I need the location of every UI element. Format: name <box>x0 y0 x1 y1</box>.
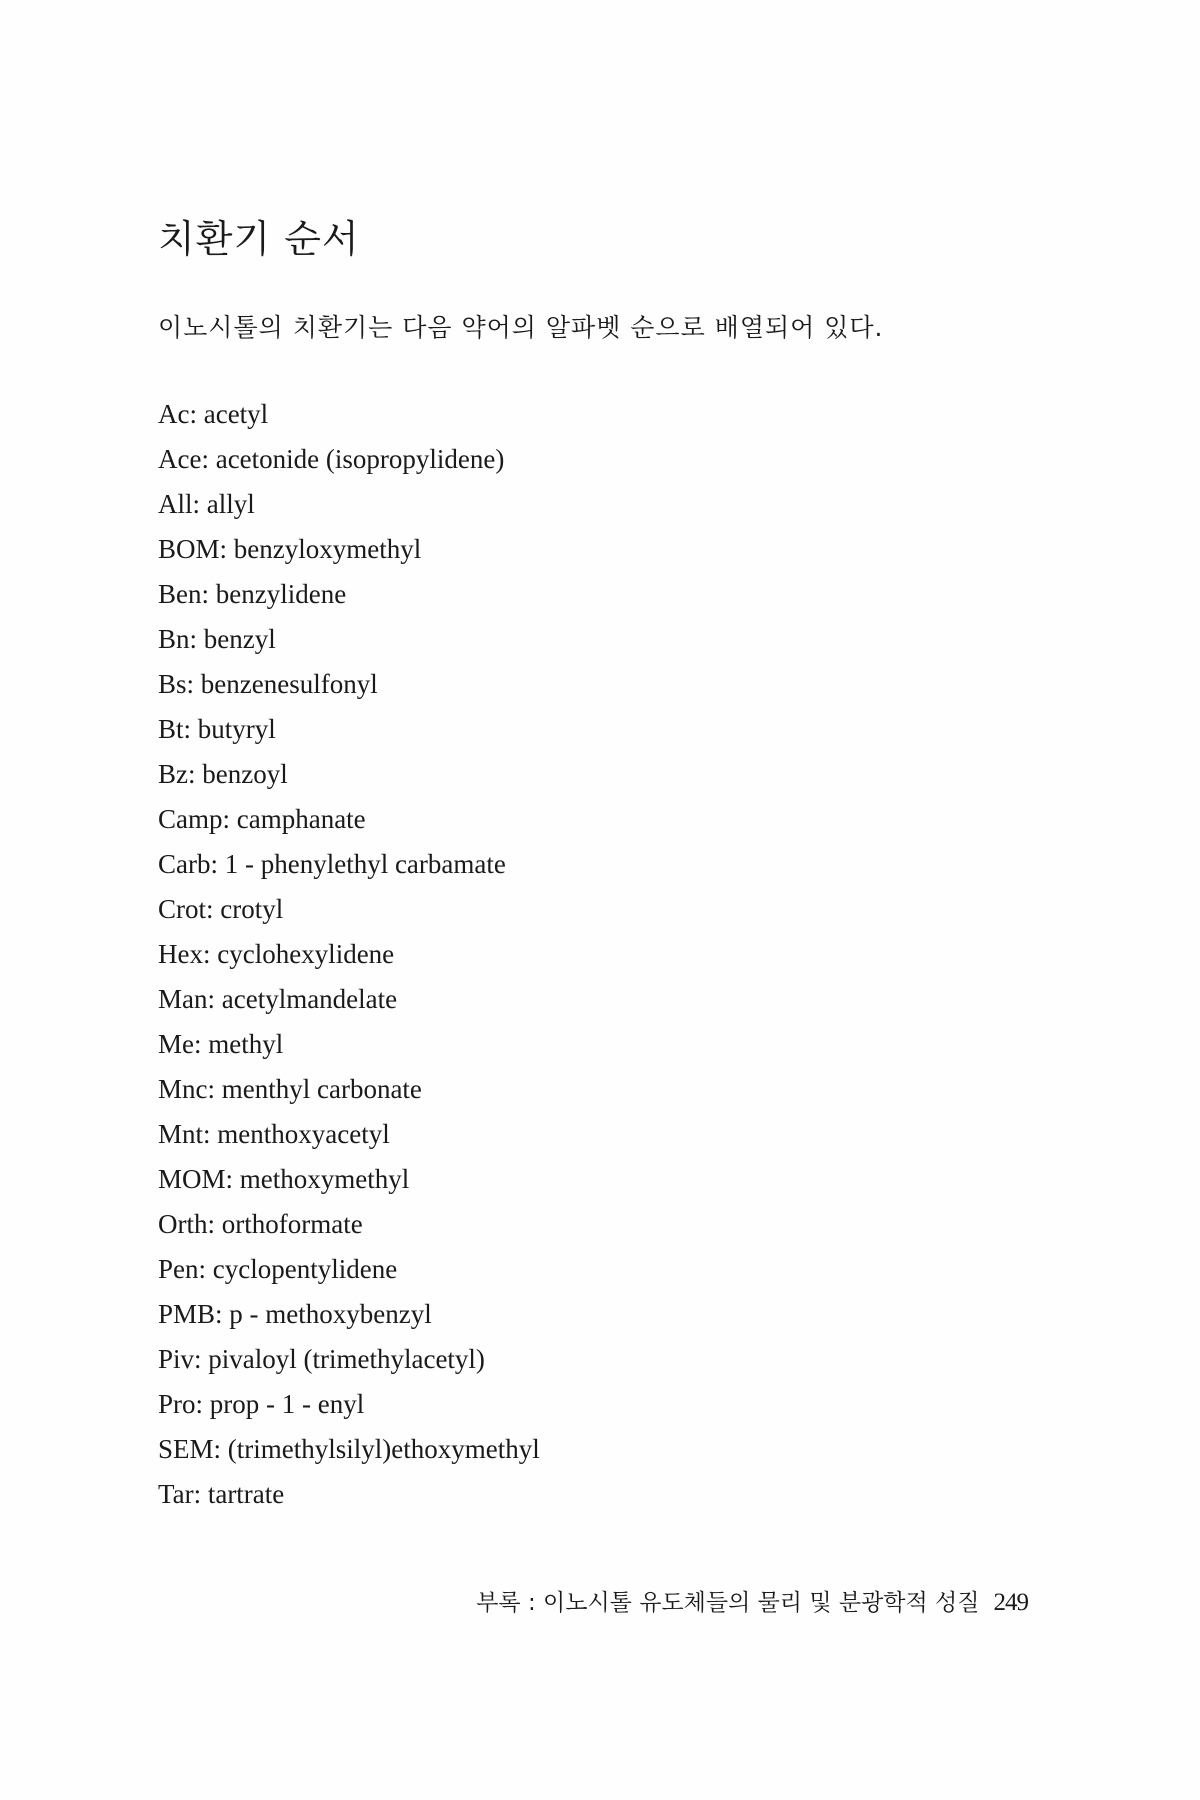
list-item: PMB: p - methoxybenzyl <box>158 1299 432 1329</box>
list-item: Mnt: menthoxyacetyl <box>158 1119 390 1149</box>
list-item: Pro: prop - 1 - enyl <box>158 1389 365 1419</box>
page-footer <box>476 1584 1028 1617</box>
list-item: Piv: pivaloyl (trimethylacetyl) <box>158 1344 485 1374</box>
list-item: Ac: acetyl <box>158 399 269 429</box>
list-item: Man: acetylmandelate <box>158 984 398 1014</box>
list-item: MOM: methoxymethyl <box>158 1164 410 1194</box>
running-title: 부록 : 이노시톨 유도체들의 물리 및 분광학적 성질 <box>476 1590 980 1616</box>
list-item: Mnc: menthyl carbonate <box>158 1074 422 1104</box>
list-item: All: allyl <box>158 489 255 519</box>
list-item: Ace: acetonide (isopropylidene) <box>158 444 505 474</box>
list-item: Hex: cyclohexylidene <box>158 939 395 969</box>
list-item: Tar: tartrate <box>158 1479 285 1509</box>
list-item: BOM: benzyloxymethyl <box>158 534 422 564</box>
list-item: Orth: orthoformate <box>158 1209 363 1239</box>
list-item: SEM: (trimethylsilyl)ethoxymethyl <box>158 1434 540 1464</box>
list-item: Bt: butyryl <box>158 714 276 744</box>
page-title: 치환기 순서 <box>158 217 360 261</box>
list-item: Ben: benzylidene <box>158 579 347 609</box>
list-item: Me: methyl <box>158 1029 284 1059</box>
list-item: Bs: benzenesulfonyl <box>158 669 378 699</box>
list-item: Carb: 1 - phenylethyl carbamate <box>158 849 506 879</box>
list-item: Pen: cyclopentylidene <box>158 1254 398 1284</box>
list-item: Bn: benzyl <box>158 624 276 654</box>
page-number: 249 <box>993 1589 1028 1616</box>
list-item: Bz: benzoyl <box>158 759 288 789</box>
list-item: Camp: camphanate <box>158 804 366 834</box>
abbreviation-list <box>158 392 540 1517</box>
intro-text: 이노시톨의 치환기는 다음 약어의 알파벳 순으로 배열되어 있다. <box>158 313 884 342</box>
list-item: Crot: crotyl <box>158 894 284 924</box>
